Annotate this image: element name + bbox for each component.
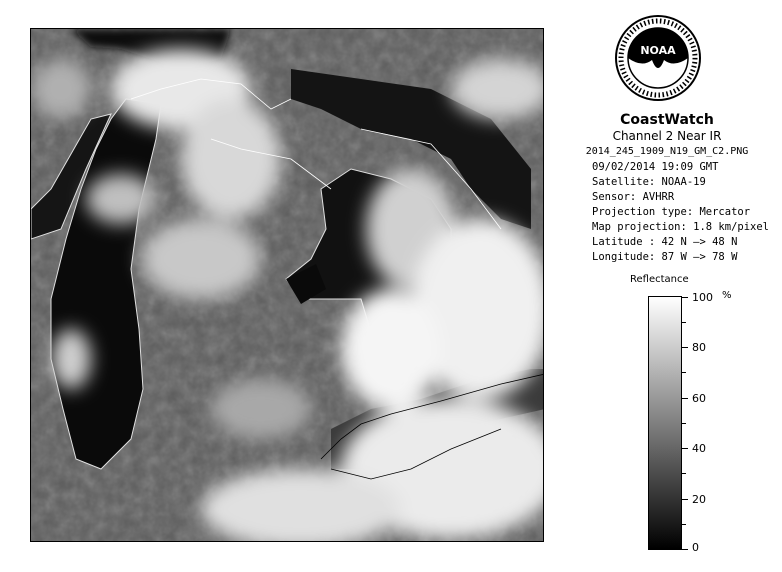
satellite-map [31,29,544,542]
satellite-image [30,28,544,542]
map-projection-text: Map projection: 1.8 km/pixel [592,221,770,233]
reflectance-colorbar [648,296,682,550]
image-details [592,160,772,265]
colorbar-tick [682,297,688,298]
colorbar-label-0: 0 [692,541,699,554]
colorbar-label-80: 80 [692,341,706,354]
longitude-text: Longitude: 87 W –> 78 W [592,251,738,263]
latitude-text: Latitude : 42 N –> 48 N [592,236,738,248]
colorbar-label-20: 20 [692,493,706,506]
colorbar-label-40: 40 [692,442,706,455]
colorbar-tick [682,398,688,399]
legend-unit: % [722,290,732,301]
datetime-text: 09/02/2014 19:09 GMT [592,161,719,173]
colorbar-tick [682,448,688,449]
noaa-logo-icon [614,14,702,102]
colorbar-tick [682,499,688,500]
file-name: 2014_245_1909_N19_GM_C2.PNG [585,146,749,157]
colorbar-minor-tick [682,423,686,424]
colorbar-label-60: 60 [692,392,706,405]
sensor-text: Sensor: AVHRR [592,191,675,203]
colorbar-minor-tick [682,322,686,323]
colorbar-minor-tick [682,524,686,525]
projection-type-text: Projection type: Mercator [592,206,751,218]
colorbar-label-100: 100 [692,291,713,304]
colorbar-tick [682,347,688,348]
colorbar-minor-tick [682,473,686,474]
channel-subtitle: Channel 2 Near IR [612,129,722,143]
colorbar-tick [682,549,688,550]
noaa-logo-text: NOAA [640,44,676,57]
title-block [568,112,766,159]
product-title: CoastWatch [620,112,714,128]
legend-title: Reflectance [630,274,689,285]
colorbar-minor-tick [682,372,686,373]
satellite-text: Satellite: NOAA-19 [592,176,706,188]
